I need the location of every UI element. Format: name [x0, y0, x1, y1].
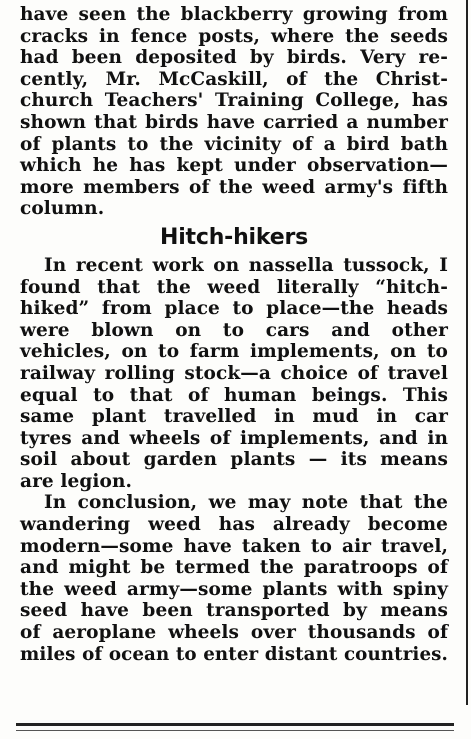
text-line: church Teachers' Training College, has [20, 90, 448, 112]
text-line: tyres and wheels of implements, and in [20, 427, 448, 449]
text-line: of plants to the vicinity of a bird bath [20, 133, 448, 155]
text-line: In recent work on nassella tussock, I [44, 254, 448, 276]
article-column [20, 4, 448, 665]
text-line: shown that birds have carried a number [20, 111, 448, 133]
text-line: column. [20, 198, 105, 220]
bottom-rule [16, 723, 454, 726]
text-line: hiked” from place to place—the heads [20, 298, 448, 320]
text-line: cracks in fence posts, where the seeds [20, 25, 448, 47]
column-rule [466, 0, 468, 705]
bottom-rule-thin [16, 730, 454, 731]
text-line: vehicles, on to farm implements, on to [20, 341, 448, 363]
text-line: modern—some have taken to air travel, [20, 535, 448, 557]
paragraph-conclusion [20, 492, 448, 665]
text-line: same plant travelled in mud in car [20, 406, 448, 428]
text-line: have seen the blackberry growing from [20, 4, 448, 25]
text-line: had been deposited by birds. Very re- [20, 47, 448, 69]
text-line: and might be termed the paratroops of [20, 557, 448, 579]
text-line: are legion. [20, 470, 133, 492]
text-line: equal to that of human beings. This [20, 384, 448, 406]
paragraph-birds [20, 4, 448, 220]
text-line: of aeroplane wheels over thousands of [20, 622, 448, 644]
text-line: railway rolling stock—a choice of travel [20, 362, 448, 384]
text-line: found that the weed literally “hitch- [20, 276, 448, 298]
text-line: miles of ocean to enter distant countries. [20, 643, 448, 665]
text-line: more members of the weed army's fifth [20, 176, 448, 198]
paragraph-hitch-hikers [20, 255, 448, 493]
text-line: wandering weed has already become [20, 514, 448, 536]
text-line: seed have been transported by means [20, 600, 448, 622]
text-line: In conclusion, we may note that the [44, 492, 448, 514]
text-line: cently, Mr. McCaskill, of the Christ- [20, 68, 448, 90]
text-line: the weed army—some plants with spiny [20, 578, 448, 600]
text-line: soil about garden plants — its means [20, 449, 448, 471]
text-line: which he has kept under observation— [20, 155, 448, 177]
text-line: were blown on to cars and other [20, 319, 448, 341]
section-heading: Hitch-hikers [159, 224, 308, 250]
